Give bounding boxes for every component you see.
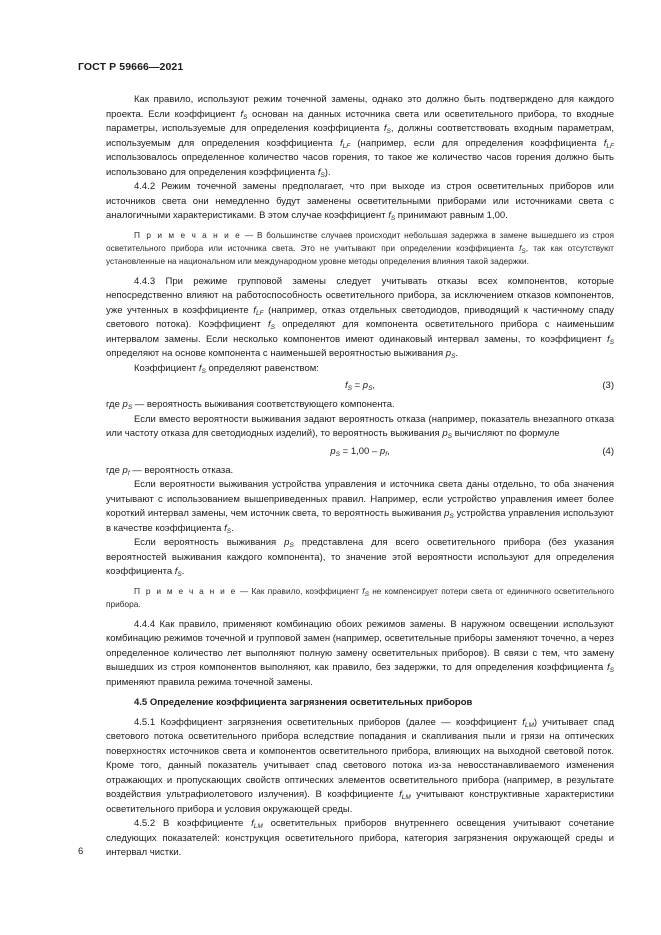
standard-header: ГОСТ Р 59666—2021	[78, 61, 184, 73]
formula	[106, 376, 614, 398]
math-symbol: $f_S$	[224, 522, 232, 535]
math-symbol: $p_S$	[442, 428, 452, 440]
paragraph: Если вероятность выживания $p_S$ представлена для всего осветительного прибора (без указания вероятностей выживания каждого компонента), то значение этой вероятности используют для определения коэффициента $f_S$.	[106, 537, 614, 578]
math-symbol: $f_S$	[383, 123, 391, 135]
formula	[106, 442, 614, 464]
note-label: П р и м е ч а н и е	[134, 585, 237, 596]
paragraph: где $p_f$ — вероятность отказа.	[106, 464, 234, 477]
note: П р и м е ч а н и е — В большинстве случаев происходит небольшая задержка в замене вышедшего из строя осветительного прибора или источника света. Это не учитывают при определении коэффициента $f_S$, так как отсутствуют установленные на национальном или международном уровне методы определения влияния такой задержки.	[106, 229, 614, 266]
formula-number: (4)	[602, 445, 614, 457]
math-symbol: $f_S$	[344, 380, 352, 392]
math-symbol: $f_S$	[607, 662, 614, 674]
paragraph: Коэффициент $f_S$ определяют равенством:	[134, 362, 319, 375]
paragraph: где $p_S$ — вероятность выживания соответствующего компонента.	[106, 399, 395, 411]
formula-expression: $p_S = 1,00 - p_f$,	[330, 445, 390, 458]
math-symbol: $f_S$	[267, 319, 275, 331]
paragraph: 4.4.4 Как правило, применяют комбинацию обоих режимов замены. В наружном освещении используют комбинацию режимов точечной и групповой замен (например, осветительные приборы заменяют точечно, а через определенное количество лет выполняют полную замену осветительных приборов). В связи с тем, что замену вышедших из строя компонентов выполняют, как правило, без задержки, то для определения коэффициента $f_S$ применяют правила режима точечной замены.	[106, 618, 614, 688]
math-symbol: $p_f$	[122, 464, 130, 477]
paragraph: 4.5.1 Коэффициент загрязнения осветительных приборов (далее — коэффициент $f_{LM}$) учитывает спад светового потока осветительного прибора вследствие попадания и скапливания пыли и грязи на оптических поверхностях источников света и компонентов осветительного прибора, влияющих на выходной световой поток. Кроме того, данный показатель учитывает спад светового потока из-за невосстанавливаемого изменения отражающих и пропускающих свойств оптических элементов осветительного прибора (например, в результате воздействия ультрафиолетового излучения). В коэффициенте $f_{LM}$ учитывают конструктивные характеристики осветительного прибора и условия окружающей среды.	[106, 716, 614, 815]
math-symbol: $f_{LM}$	[399, 789, 411, 801]
math-symbol: $p_S$	[362, 380, 373, 392]
math-symbol: $f_S$	[388, 210, 396, 222]
section-heading: 4.5 Определение коэффициента загрязнения осветительных приборов	[134, 697, 473, 708]
math-symbol: $p_S$	[444, 508, 454, 520]
math-symbol: $f_{LM}$	[251, 818, 263, 830]
math-symbol: $f_S$	[362, 585, 369, 598]
math-symbol: $f_S$	[198, 362, 206, 375]
note: П р и м е ч а н и е — Как правило, коэффициент $f_S$ не компенсирует потери света от единичного осветительного прибора.	[106, 585, 614, 609]
page-number: 6	[78, 846, 84, 857]
paragraph: 4.4.2 Режим точечной замены предполагает, что при выходе из строя осветительных приборов или источников света они немедленно будут заменены осветительными приборами или источниками света с аналогичными характеристиками. В этом случае коэффициент $f_S$ принимают равным 1,00.	[106, 181, 614, 222]
math-symbol: $f_{LF}$	[339, 137, 351, 150]
math-symbol: $p_S$	[284, 537, 294, 549]
math-symbol: $f_S$	[519, 242, 526, 255]
math-symbol: $f_{LF}$	[253, 304, 264, 317]
note-label: П р и м е ч а н и е	[134, 229, 242, 240]
paragraph: Если вместо вероятности выживания задают вероятность отказа (например, показатель внезапного отказа или частоту отказа для светодиодных изделий), то вероятность выживания $p_S$ вычисляют по формуле	[106, 413, 614, 440]
math-symbol: $f_S$	[317, 166, 325, 179]
paragraph: 4.5.2 В коэффициенте $f_{LM}$ осветительных приборов внутреннего освещения учитывают сочетание следующих показателей: конструкция осветительного прибора, категория загрязнения окружающей среды и интервал чистки.	[106, 818, 614, 858]
math-symbol: $f_{LF}$	[603, 137, 614, 150]
math-symbol: $p_S$	[122, 399, 133, 411]
math-symbol: $p_S$	[330, 445, 340, 458]
math-symbol: $p_S$	[445, 348, 456, 360]
formula-number: (3)	[602, 380, 614, 391]
math-symbol: $p_f$	[379, 445, 387, 458]
document-body	[106, 93, 614, 861]
formula-expression: $f_S = p_S$,	[344, 380, 376, 392]
paragraph: Как правило, используют режим точечной замены, однако это должно быть подтверждено для каждого проекта. Если коэффициент $f_S$ основан на данных источника света или осветительного прибора, то входные параметры, используемые для определения коэффициента $f_S$, должны соответствовать входным параметрам, используемым для определения коэффициента $f_{LF}$ (например, если для определения коэффициента $f_{LF}$ использовалось определенное количество часов горения, то такое же количество часов горения должно быть использовано для определения коэффициента $f_S$).	[106, 94, 614, 179]
math-symbol: $f_S$	[607, 333, 614, 346]
paragraph: Если вероятности выживания устройства управления и источника света даны отдельно, то оба значения учитывают с использованием вышеприведенных правил. Например, если устройство управления имеет более короткий интервал замены, чем источник света, то вероятность выживания $p_S$ устройства управления используют в качестве коэффициента $f_S$.	[106, 479, 614, 535]
math-symbol: $f_S$	[240, 108, 248, 121]
math-symbol: $f_{LM}$	[522, 716, 534, 729]
paragraph: 4.4.3 При режиме групповой замены следует учитывать отказы всех компонентов, которые непосредственно влияют на работоспособность осветительного прибора, за исключением отказов компонентов, уже учтенных в коэффициенте $f_{LF}$ (например, отказ отдельных светодиодов, приводящий к частичному спаду светового потока). Коэффициент $f_S$ определяют для компонента осветительного прибора с наименьшим интервалом замены. Если несколько компонентов имеют одинаковый интервал замены, то коэффициент $f_S$ определяют на основе компонента с наименьшей вероятностью выживания $p_S$.	[106, 275, 614, 360]
math-symbol: $f_S$	[174, 566, 182, 578]
